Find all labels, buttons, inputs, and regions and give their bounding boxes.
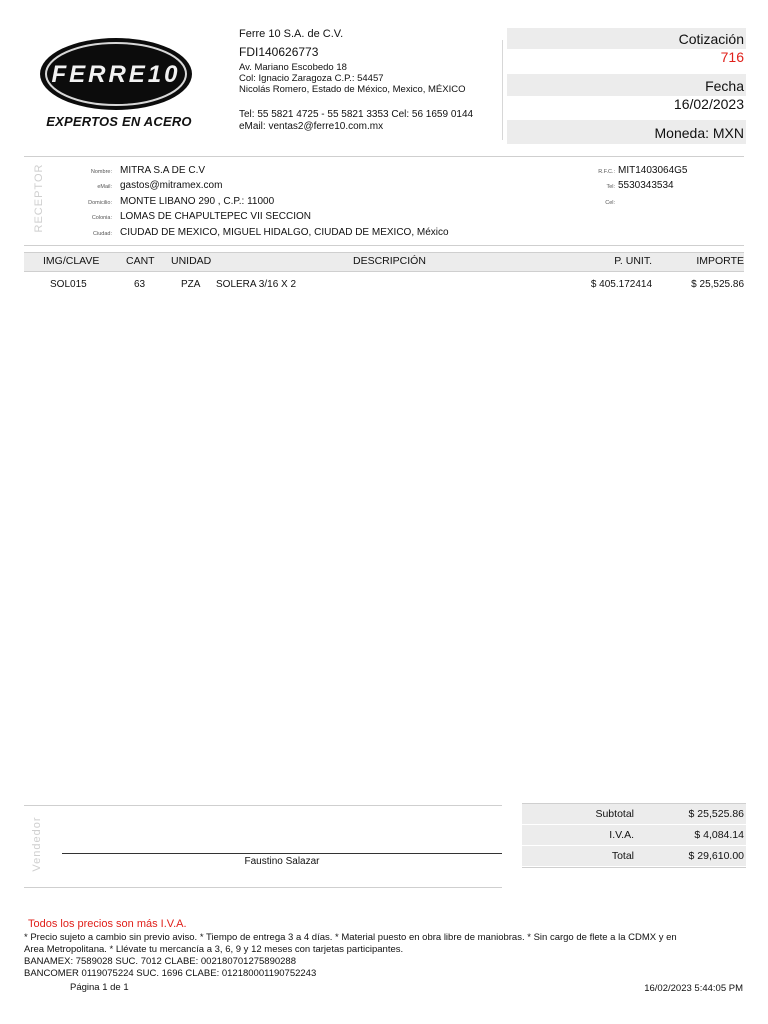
page-number: Página 1 de 1 — [70, 982, 129, 993]
currency: Moneda: MXN — [654, 125, 744, 141]
subtotal-label: Subtotal — [595, 808, 634, 820]
receptor-section-label: RECEPTOR — [33, 163, 45, 233]
receptor-colonia: LOMAS DE CHAPULTEPEC VII SECCION — [120, 211, 311, 222]
vendor-section-label: Vendedor — [31, 816, 43, 872]
total-value: $ 29,610.00 — [688, 850, 744, 862]
vendor-name: Faustino Salazar — [244, 856, 320, 867]
row-importe: $ 25,525.86 — [691, 279, 744, 290]
company-phones: Tel: 55 5821 4725 - 55 5821 3353 Cel: 56 1659 0144 — [239, 109, 474, 120]
iva-notice: Todos los precios son más I.V.A. — [28, 918, 187, 930]
col-header-cant: CANT — [126, 255, 155, 267]
receptor-name: MITRA S.A DE C.V — [120, 165, 206, 176]
receptor-email-label: eMail: — [97, 184, 112, 190]
row-cant: 63 — [134, 279, 146, 290]
col-header-unidad: UNIDAD — [171, 255, 212, 267]
bank-banamex: BANAMEX: 7589028 SUC. 7012 CLABE: 002180701275890288 — [24, 956, 297, 967]
company-rfc: FDI140626773 — [239, 45, 319, 59]
bank-bancomer: BANCOMER 0119075224 SUC. 1696 CLABE: 012180001190752243 — [24, 968, 317, 979]
col-header-descripcion: DESCRIPCIÓN — [353, 255, 426, 267]
iva-label: I.V.A. — [609, 829, 634, 841]
totals-bottom-rule — [522, 867, 746, 868]
receptor-city-label: Ciudad: — [93, 231, 112, 237]
company-email: eMail: ventas2@ferre10.com.mx — [239, 121, 384, 132]
receptor-tel: 5530343534 — [618, 180, 674, 191]
receptor-address-label: Domicilio: — [88, 200, 112, 206]
receptor-rule — [24, 245, 744, 246]
row-descripcion: SOLERA 3/16 X 2 — [216, 279, 297, 290]
company-name: Ferre 10 S.A. de C.V. — [239, 28, 344, 40]
receptor-email: gastos@mitramex.com — [120, 180, 223, 191]
quote-date: 16/02/2023 — [673, 96, 744, 112]
iva-value: $ 4,084.14 — [694, 829, 744, 841]
signature-line — [62, 853, 502, 854]
conditions-line2: Area Metropolitana. * Llévate tu mercancía a 3, 6, 9 y 12 meses con tarjetas participantes. — [24, 944, 404, 955]
vendor-top-rule — [24, 805, 502, 806]
printed-timestamp: 16/02/2023 5:44:05 PM — [644, 983, 743, 994]
subtotal-value: $ 25,525.86 — [688, 808, 744, 820]
receptor-rfc-label: R.F.C.: — [598, 169, 615, 175]
receptor-name-label: Nombre: — [90, 169, 112, 175]
company-address-line3: Nicolás Romero, Estado de México, Mexico, MÉXICO — [239, 84, 466, 95]
receptor-tel-label: Tel: — [606, 184, 615, 190]
vendor-bottom-rule — [24, 887, 502, 888]
receptor-colonia-label: Colonia: — [91, 215, 112, 221]
quote-number: 716 — [720, 49, 744, 65]
row-clave: SOL015 — [50, 279, 87, 290]
receptor-cel-label: Cel: — [605, 200, 615, 206]
row-unidad: PZA — [181, 279, 201, 290]
logo-tagline: EXPERTOS EN ACERO — [46, 114, 192, 129]
total-label: Total — [611, 850, 634, 862]
receptor-city: CIUDAD DE MEXICO, MIGUEL HIDALGO, CIUDAD DE MEXICO, México — [120, 227, 449, 238]
company-address-line1: Av. Mariano Escobedo 18 — [239, 62, 347, 73]
date-label: Fecha — [705, 78, 744, 94]
receptor-rfc: MIT1403064G5 — [618, 165, 688, 176]
company-address-line2: Col: Ignacio Zaragoza C.P.: 54457 — [239, 73, 384, 84]
receptor-address: MONTE LIBANO 290 , C.P.: 11000 — [120, 196, 275, 207]
logo-brand-text: FERRE10 — [51, 61, 181, 88]
header-divider — [502, 40, 503, 140]
col-header-punit: P. UNIT. — [614, 255, 652, 267]
header-rule — [24, 156, 744, 157]
company-logo — [30, 36, 212, 132]
row-punit: $ 405.172414 — [590, 279, 652, 290]
col-header-importe: IMPORTE — [696, 255, 744, 267]
quote-label: Cotización — [678, 31, 744, 47]
conditions-line1: * Precio sujeto a cambio sin previo aviso. * Tiempo de entrega 3 a 4 días. * Material puesto en obra libre de maniobras. * Sin cargo de flete a la CDMX y en — [24, 932, 677, 943]
col-header-clave: IMG/CLAVE — [43, 255, 100, 267]
